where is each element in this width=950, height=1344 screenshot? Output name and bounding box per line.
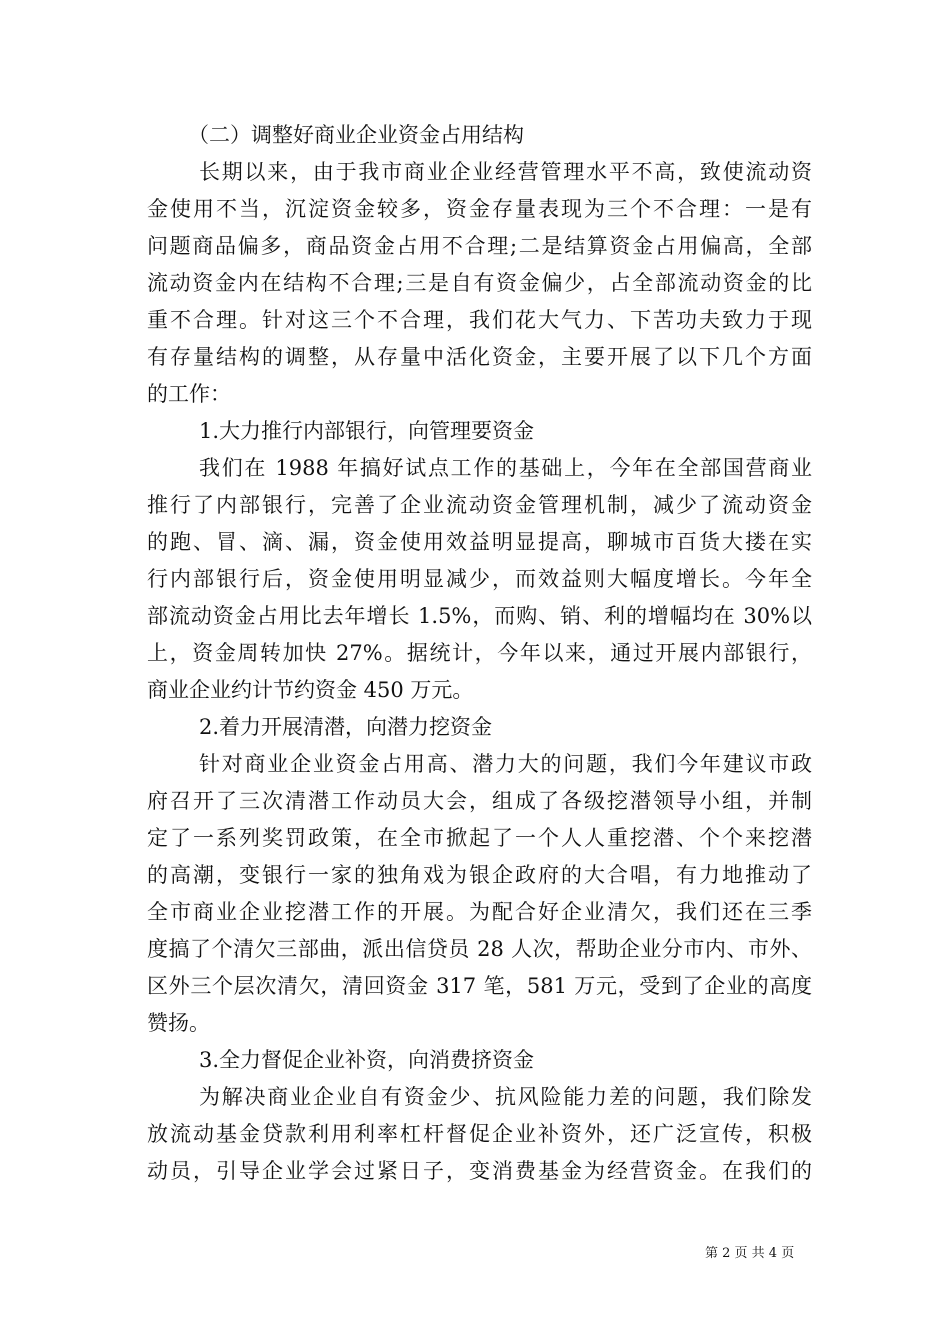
- paragraph-line: 上，资金周转加快 27%。据统计，今年以来，通过开展内部银行，: [147, 641, 812, 665]
- paragraph-line: 重不合理。针对这三个不合理，我们花大气力、下苦功夫致力于现: [147, 308, 812, 332]
- paragraph-line: 动员，引导企业学会过紧日子，变消费基金为经营资金。在我们的: [147, 1159, 812, 1183]
- subheading: 2.着力开展清潜，向潜力挖资金: [199, 715, 493, 739]
- paragraph-line: 赞扬。: [147, 1011, 210, 1035]
- paragraph-line: 放流动基金贷款利用利率杠杆督促企业补资外，还广泛宣传，积极: [147, 1122, 812, 1146]
- subheading: 3.全力督促企业补资，向消费挤资金: [199, 1048, 535, 1072]
- paragraph-line: 我们在 1988 年搞好试点工作的基础上，今年在全部国营商业: [199, 456, 812, 480]
- section-heading: （二）调整好商业企业资金占用结构: [188, 123, 524, 147]
- paragraph-line: 金使用不当，沉淀资金较多，资金存量表现为三个不合理：一是有: [147, 197, 812, 221]
- paragraph-line: 的跑、冒、滴、漏，资金使用效益明显提高，聊城市百货大搂在实: [147, 530, 812, 554]
- paragraph-line: 针对商业企业资金占用高、潜力大的问题，我们今年建议市政: [199, 752, 812, 776]
- paragraph-line: 问题商品偏多，商品资金占用不合理;二是结算资金占用偏高，全部: [147, 234, 812, 258]
- paragraph-line: 的高潮，变银行一家的独角戏为银企政府的大合唱，有力地推动了: [147, 863, 812, 887]
- paragraph-line: 行内部银行后，资金使用明显减少，而效益则大幅度增长。今年全: [147, 567, 812, 591]
- paragraph-line: 商业企业约计节约资金 450 万元。: [147, 678, 474, 702]
- paragraph-line: 的工作：: [147, 382, 231, 406]
- paragraph-line: 区外三个层次清欠，清回资金 317 笔，581 万元，受到了企业的高度: [147, 974, 812, 998]
- paragraph-line: 有存量结构的调整，从存量中活化资金，主要开展了以下几个方面: [147, 345, 812, 369]
- paragraph-line: 为解决商业企业自有资金少、抗风险能力差的问题，我们除发: [199, 1085, 812, 1109]
- subheading: 1.大力推行内部银行，向管理要资金: [199, 419, 535, 443]
- paragraph-line: 长期以来，由于我市商业企业经营管理水平不高，致使流动资: [199, 160, 812, 184]
- paragraph-line: 定了一系列奖罚政策，在全市掀起了一个人人重挖潜、个个来挖潜: [147, 826, 812, 850]
- paragraph-line: 推行了内部银行，完善了企业流动资金管理机制，减少了流动资金: [147, 493, 812, 517]
- paragraph-line: 流动资金内在结构不合理;三是自有资金偏少，占全部流动资金的比: [147, 271, 812, 295]
- paragraph-line: 部流动资金占用比去年增长 1.5%，而购、销、利的增幅均在 30%以: [147, 604, 812, 628]
- paragraph-line: 全市商业企业挖潜工作的开展。为配合好企业清欠，我们还在三季: [147, 900, 812, 924]
- paragraph-line: 府召开了三次清潜工作动员大会，组成了各级挖潜领导小组，并制: [147, 789, 812, 813]
- page-footer: 第 2 页 共 4 页: [705, 1246, 795, 1261]
- paragraph-line: 度搞了个清欠三部曲，派出信贷员 28 人次，帮助企业分市内、市外、: [147, 937, 812, 961]
